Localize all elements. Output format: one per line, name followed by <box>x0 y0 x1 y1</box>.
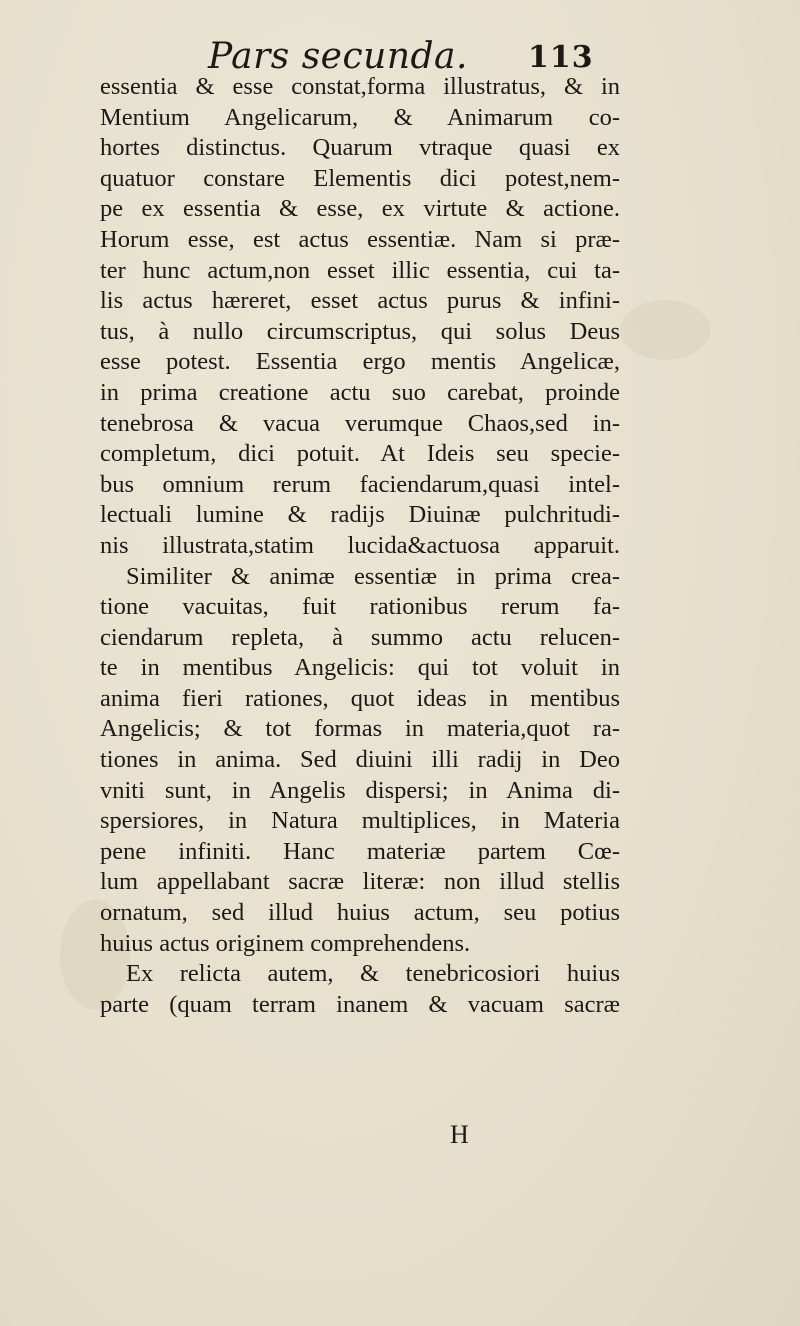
text-line: lis actus hæreret, esset actus purus & infini- <box>100 287 620 315</box>
paper-stain <box>620 300 710 360</box>
text-line: tiones in anima. Sed diuini illi radij in Deo <box>100 746 620 774</box>
text-line: esse potest. Essentia ergo mentis Angelicæ, <box>100 348 620 376</box>
body-text <box>100 72 620 1020</box>
text-line: bus omnium rerum faciendarum,quasi intel- <box>100 470 620 498</box>
text-line: pene infiniti. Hanc materiæ partem Cœ- <box>100 837 620 865</box>
text-line: tenebrosa & vacua verumque Chaos,sed in- <box>100 409 620 437</box>
text-line: spersiores, in Natura multiplices, in Materia <box>100 807 620 835</box>
text-line: nis illustrata,statim lucida&actuosa apparuit. <box>100 531 620 559</box>
signature-mark: H <box>450 1120 469 1149</box>
text-line: completum, dici potuit. At Ideis seu specie- <box>100 440 620 468</box>
text-line: Ex relicta autem, & tenebricosiori huius <box>126 960 620 988</box>
text-line: parte (quam terram inanem & vacuam sacræ <box>100 990 620 1018</box>
text-line: huius actus originem comprehendens. <box>100 929 471 957</box>
text-line: in prima creatione actu suo carebat, proinde <box>100 378 620 406</box>
text-line: te in mentibus Angelicis: qui tot voluit in <box>100 654 620 682</box>
text-line: Similiter & animæ essentiæ in prima crea- <box>126 562 620 590</box>
text-line: Horum esse, est actus essentiæ. Nam si præ- <box>100 225 620 253</box>
text-line: tione vacuitas, fuit rationibus rerum fa- <box>100 593 620 621</box>
text-line: Angelicis; & tot formas in materia,quot ra- <box>100 715 620 743</box>
running-head: Pars secunda. <box>208 36 468 77</box>
text-line: anima fieri rationes, quot ideas in mentibus <box>100 684 620 712</box>
text-line: quatuor constare Elementis dici potest,nem- <box>100 164 620 192</box>
text-line: ornatum, sed illud huius actum, seu potius <box>100 899 620 927</box>
text-line: ter hunc actum,non esset illic essentia, cui ta- <box>100 256 620 284</box>
text-line: tus, à nullo circumscriptus, qui solus Deus <box>100 317 620 345</box>
page-number: 113 <box>528 40 594 75</box>
text-line: lum appellabant sacræ literæ: non illud stellis <box>100 868 620 896</box>
text-line: ciendarum repleta, à summo actu relucen- <box>100 623 620 651</box>
text-line: vniti sunt, in Angelis dispersi; in Anima di- <box>100 776 620 804</box>
text-line: pe ex essentia & esse, ex virtute & actione. <box>100 195 620 223</box>
text-line: essentia & esse constat,forma illustratus, & in <box>100 73 620 100</box>
text-line: hortes distinctus. Quarum vtraque quasi ex <box>100 134 620 162</box>
text-line: Mentium Angelicarum, & Animarum co- <box>100 103 620 131</box>
text-line: lectuali lumine & radijs Diuinæ pulchritudi- <box>100 501 620 529</box>
